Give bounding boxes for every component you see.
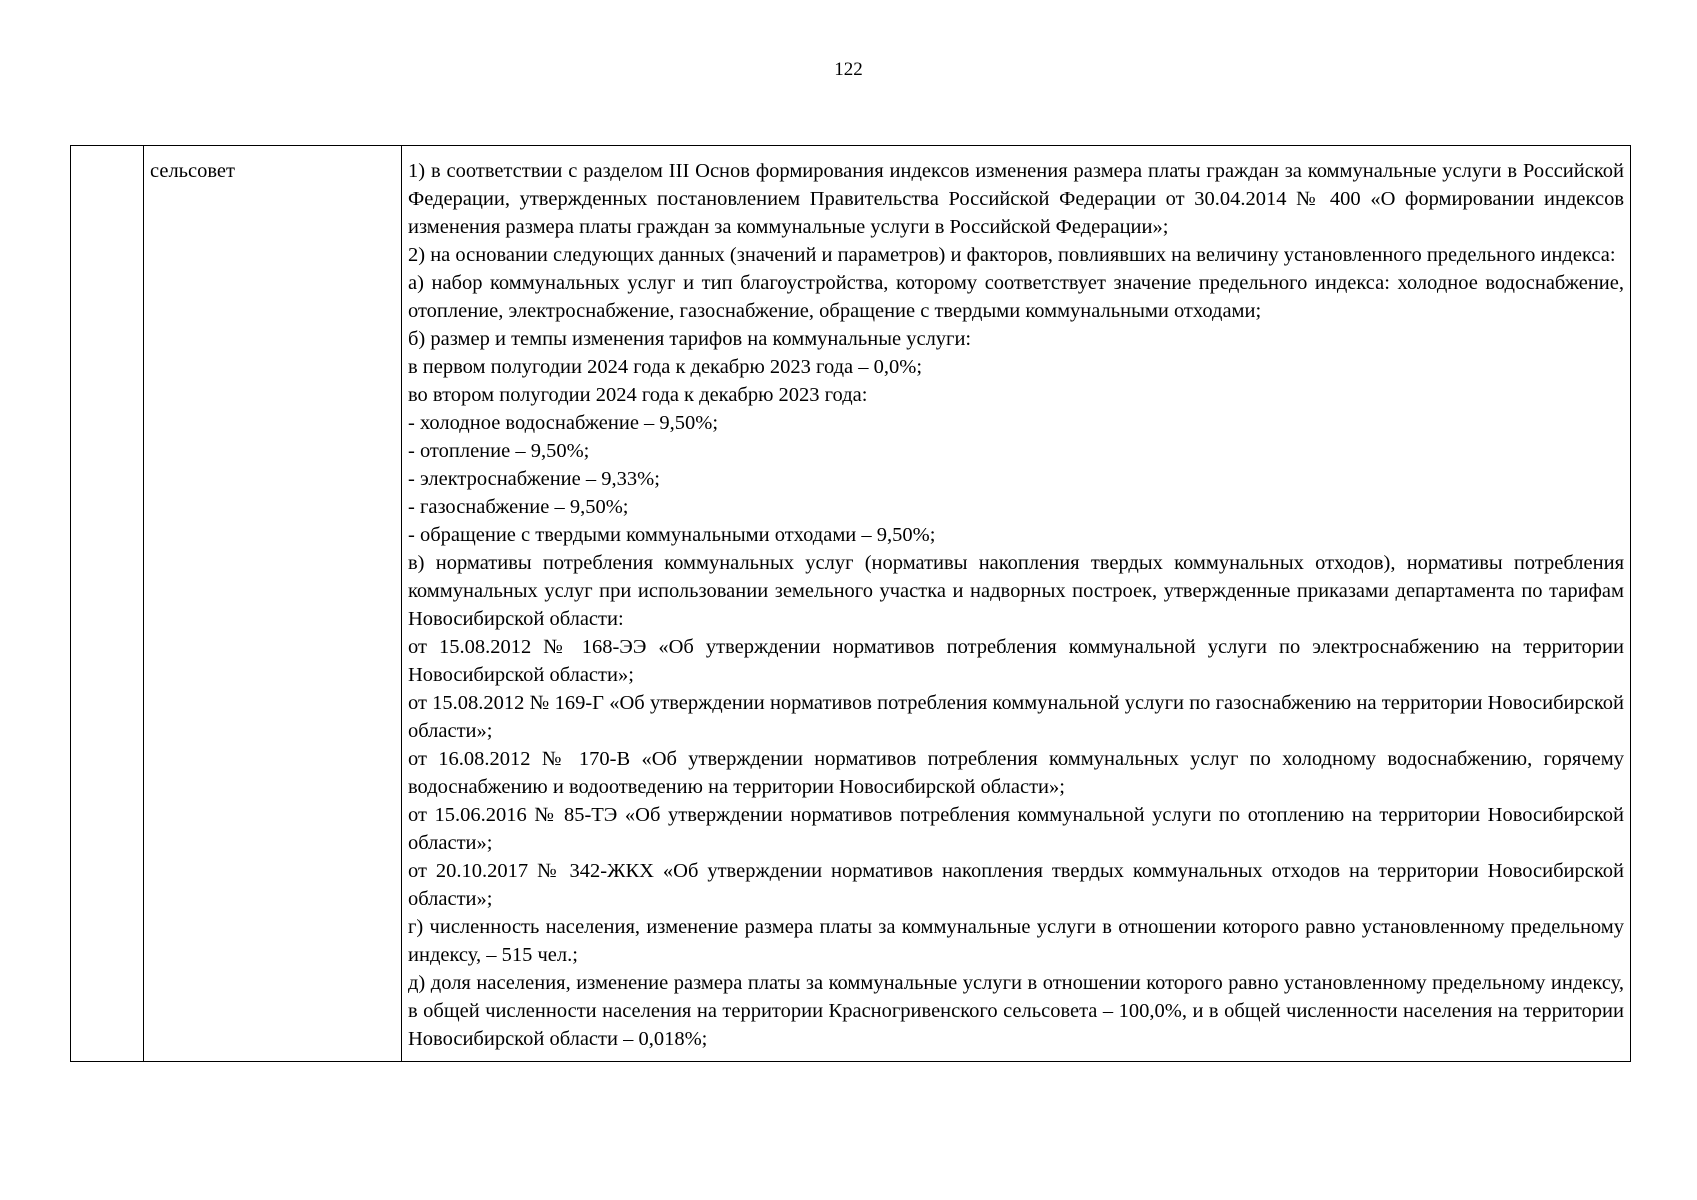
table-row: [71, 146, 1631, 1062]
paragraph-2: 2) на основании следующих данных (значений и параметров) и факторов, повлиявших на величину установленного предельного индекса:: [408, 244, 1616, 266]
tariff-cold-water: - холодное водоснабжение – 9,50%;: [408, 412, 719, 434]
document-table: [70, 145, 1631, 1062]
page-number: 122: [834, 59, 863, 80]
tariff-solid-waste: - обращение с твердыми коммунальными отходами – 9,50%;: [408, 524, 936, 546]
table-cell-description: [402, 146, 1631, 1062]
order-170: от 16.08.2012 № 170-В «Об утверждении нормативов потребления коммунальных услуг по холодному водоснабжению, горячему водоснабжению и водоотведению на территории Новосибирской области»;: [408, 748, 1624, 798]
tariff-electricity: - электроснабжение – 9,33%;: [408, 468, 660, 490]
tariff-heating: - отопление – 9,50%;: [408, 440, 590, 462]
tariff-second-half: во втором полугодии 2024 года к декабрю 2023 года:: [408, 384, 868, 406]
table-cell-index: [71, 146, 144, 1062]
order-85: от 15.06.2016 № 85-ТЭ «Об утверждении нормативов потребления коммунальной услуги по отоплению на территории Новосибирской области»;: [408, 804, 1624, 854]
tariff-gas: - газоснабжение – 9,50%;: [408, 496, 629, 518]
tariff-first-half: в первом полугодии 2024 года к декабрю 2023 года – 0,0%;: [408, 356, 923, 378]
paragraph-1: 1) в соответствии с разделом III Основ формирования индексов изменения размера платы граждан за коммунальные услуги в Российской Федерации, утвержденных постановлением Правительства Российской Федерации от 30.04.2014 № 400 «О формировании индексов изменения размера платы граждан за коммунальные услуги в Российской Федерации»;: [408, 160, 1624, 238]
paragraph-2g: г) численность населения, изменение размера платы за коммунальные услуги в отношении которого равно установленному предельному индексу, – 515 чел.;: [408, 916, 1624, 966]
order-342: от 20.10.2017 № 342-ЖКХ «Об утверждении нормативов накопления твердых коммунальных отходов на территории Новосибирской области»;: [408, 860, 1624, 910]
paragraph-2b: б) размер и темпы изменения тарифов на коммунальные услуги:: [408, 328, 972, 350]
paragraph-2d: д) доля населения, изменение размера платы за коммунальные услуги в отношении которого равно установленному предельному индексу, в общей численности населения на территории Красногривенского сельсовета – 100,0%, и в общей численности населения на территории Новосибирской области – 0,018%;: [408, 972, 1624, 1050]
table-cell-territory: сельсовет: [144, 146, 402, 1062]
order-169: от 15.08.2012 № 169-Г «Об утверждении нормативов потребления коммунальной услуги по газоснабжению на территории Новосибирской области»;: [408, 692, 1624, 742]
order-168: от 15.08.2012 № 168-ЭЭ «Об утверждении нормативов потребления коммунальной услуги по электроснабжению на территории Новосибирской области»;: [408, 636, 1624, 686]
paragraph-2a: а) набор коммунальных услуг и тип благоустройства, которому соответствует значение предельного индекса: холодное водоснабжение, отопление, электроснабжение, газоснабжение, обращение с твердыми коммунальными отходами;: [408, 272, 1624, 322]
paragraph-2v: в) нормативы потребления коммунальных услуг (нормативы накопления твердых коммунальных отходов), нормативы потребления коммунальных услуг при использовании земельного участка и надворных построек, утвержденные приказами департамента по тарифам Новосибирской области:: [408, 552, 1624, 630]
